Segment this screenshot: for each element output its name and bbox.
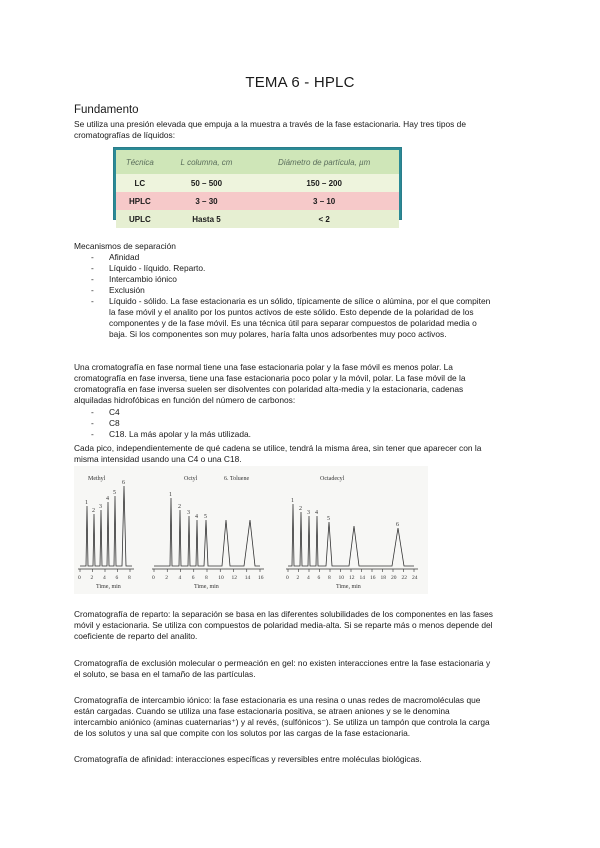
peak-number: 5 [113,490,116,496]
chromatogram-figure [74,466,428,594]
tick-label: 2 [296,575,300,581]
chromatogram-svg [74,466,428,594]
list-item-text: Líquido - sólido. La fase estacionaria es un sólido, típicamente de sílice o alúmina, por el que compiten [109,296,491,306]
peak-number: 2 [178,504,181,510]
axis-label: Time, min [336,584,361,590]
exclusion-paragraph [74,658,534,680]
table-cell: HPLC [116,192,164,210]
panel-label: Octadecyl [320,476,345,482]
tick-label: 0 [152,575,155,581]
tick-label: 2 [90,575,94,581]
table-cell: 50 – 500 [164,174,250,192]
axis-label: Time, min [96,584,121,590]
tick-label: 6 [317,575,321,581]
peaks-paragraph [74,443,534,465]
tick-label: 10 [218,575,224,581]
tick-label: 10 [338,575,344,581]
section-heading: Fundamento [74,104,139,116]
peak-number: 4 [106,496,109,502]
text-line: Una cromatografía en fase normal tiene una fase estacionaria polar y la fase móvil es menos polar. La [74,362,453,372]
list-item: - C8 [91,418,120,428]
text-line: intercambio aniónico (aminas cuaternarias⁺) y al revés, (sulfónicos⁻). Se utiliza un tampón que controla la carga [74,717,490,727]
list-item: - C4 [91,407,120,417]
text-line: Cromatografía de reparto: la separación se basa en las diferentes solubilidades de los componentes en las fases [74,609,493,619]
list-item: - Intercambio iónico [91,274,177,284]
tick-label: 0 [286,575,289,581]
list-item-text: Afinidad [109,252,140,262]
peak-number: 3 [307,510,310,516]
peak-number: 1 [291,498,294,504]
text-line: están cargadas. Cuando se utiliza una fase estacionaria positiva, se atraen aniones y se le denomina [74,706,450,716]
tick-label: 4 [103,575,106,581]
tick-label: 12 [349,575,355,581]
text-line: de los solutos y una sal que compite con los solutos por las cargas de la fase estacionaria. [74,728,411,738]
text-line: Cromatografía de intercambio iónico: la fase estacionaria es una resina o unas redes de macromoléculas que [74,695,481,705]
text-line: cromatografía en fase inversa suelen ser disolventes con polaridad alta-media y la estacionaria, cadenas [74,384,464,394]
text-line: misma intensidad usando una C4 o una C18. [74,454,242,464]
normal-phase-paragraph [74,362,534,406]
list-heading: Mecanismos de separación [74,241,176,251]
list-item-text: C18. La más apolar y la más utilizada. [109,429,251,439]
peak-number: 4 [315,510,318,516]
list-item-text: baja. Si los componentes son muy polares, haría falta unos adsorbentes muy poco activos. [109,329,447,339]
table-header: Técnica [116,150,164,174]
table-row [116,174,399,192]
table-header: Diámetro de partícula, µm [249,150,399,174]
affinity-paragraph [74,754,534,765]
list-item-text: Intercambio iónico [109,274,177,284]
text-line: Cromatografía de afinidad: interacciones específicas y reversibles entre moléculas biológicas. [74,754,422,764]
list-item-text: componentes y de la fase móvil. Es una técnica útil para separar compuestos de polaridad media o [109,318,477,328]
peak-number: 1 [169,492,172,498]
table-row [116,192,399,210]
tick-label: 0 [78,575,81,581]
peak-number: 2 [92,508,95,514]
list-item: - Exclusión [91,285,145,295]
table-cell: UPLC [116,210,164,228]
text-line: cromatografías de líquidos: [74,130,176,140]
tick-label: 12 [231,575,237,581]
peak-number: 5 [327,516,330,522]
peak-number: 2 [299,506,302,512]
list-item: - Afinidad [91,252,140,262]
tick-label: 4 [178,575,182,581]
table-cell: 3 – 30 [164,192,250,210]
table-cell: 3 – 10 [249,192,399,210]
partition-paragraph [74,609,534,642]
tick-label: 22 [401,575,407,581]
list-item-text: Líquido - líquido. Reparto. [109,263,206,273]
panel-label: 6. Toluene [224,476,250,482]
list-item-text: la fase móvil y el analito por los puntos activos de este sólido. Esto depende de la polaridad de los [109,307,474,317]
tick-label: 14 [244,575,251,581]
tick-label: 16 [258,575,264,581]
tick-label: 2 [165,575,168,581]
text-line: cromatografía en fase inversa, tiene una fase estacionaria poco polar y la móvil, polar. La fase móvil de la [74,373,466,383]
table-cell: LC [116,174,164,192]
chromatogram-trace-octyl [154,498,260,566]
panel-label: Methyl [88,476,106,482]
list-item-text: C8 [109,418,120,428]
page-title: TEMA 6 - HPLC [245,74,355,91]
peak-number: 4 [195,514,198,520]
text-line: coeficiente de reparto del analito. [74,631,198,641]
tick-label: 8 [328,575,331,581]
ion-exchange-paragraph [74,695,534,739]
table-cell: < 2 [249,210,399,228]
peak-number: 1 [85,500,88,506]
list-item-text: Exclusión [109,285,145,295]
mechanisms-list [74,241,544,340]
panel-label: Octyl [184,476,198,482]
peak-number: 3 [187,510,190,516]
peak-number: 5 [204,514,207,520]
carbon-list [74,407,544,440]
tick-label: 6 [115,575,119,581]
text-line: Cromatografía de exclusión molecular o permeación en gel: no existen interacciones entre la fase estacionaria y [74,658,491,668]
list-item: - Líquido - sólido. La fase estacionaria es un sólido, típicamente de sílice o alúmina, por el que compiten la fase móvil y el analito por los puntos activos de este sólido. Esto depende de la polaridad de los componentes y de la fase móvil. Es una técnica útil para separar compuestos de polaridad media o baja. Si los componentes son muy polares, haría falta unos adsorbentes muy poco activos. [74,296,544,340]
tick-label: 6 [191,575,195,581]
intro-paragraph [74,119,534,141]
tick-label: 24 [412,575,418,581]
text-line: móvil y estacionaria. Se utiliza con compuestos de polaridad media-alta. Si se reparte más o menos depende del [74,620,493,630]
table-cell: 150 – 200 [249,174,399,192]
text-line: alquiladas hidrofóbicas en función del número de carbonos: [74,395,296,405]
text-line: Se utiliza una presión elevada que empuja a la muestra a través de la fase estacionaria. Hay tres tipos de [74,119,466,129]
table-header: L columna, cm [164,150,250,174]
table-row [116,210,399,228]
tick-label: 18 [380,575,386,581]
list-item: - C18. La más apolar y la más utilizada. [91,429,251,439]
table-cell: Hasta 5 [164,210,250,228]
list-item-text: C4 [109,407,120,417]
text-line: el soluto, se basa en el tamaño de las partículas. [74,669,256,679]
column-comparison-table [113,147,402,224]
list-item: - Líquido - líquido. Reparto. [91,263,206,273]
tick-label: 14 [359,575,365,581]
text-line: Cada pico, independientemente de qué cadena se utilice, tendrá la misma área, sin tener que aparecer con la [74,443,482,453]
peak-number: 6 [122,480,125,486]
peak-number: 3 [99,504,102,510]
tick-label: 8 [128,575,131,581]
tick-label: 20 [391,575,397,581]
axis-label: Time, min [194,584,219,590]
tick-label: 16 [370,575,376,581]
tick-label: 4 [307,575,310,581]
tick-label: 8 [205,575,208,581]
peak-number: 6 [396,522,399,528]
